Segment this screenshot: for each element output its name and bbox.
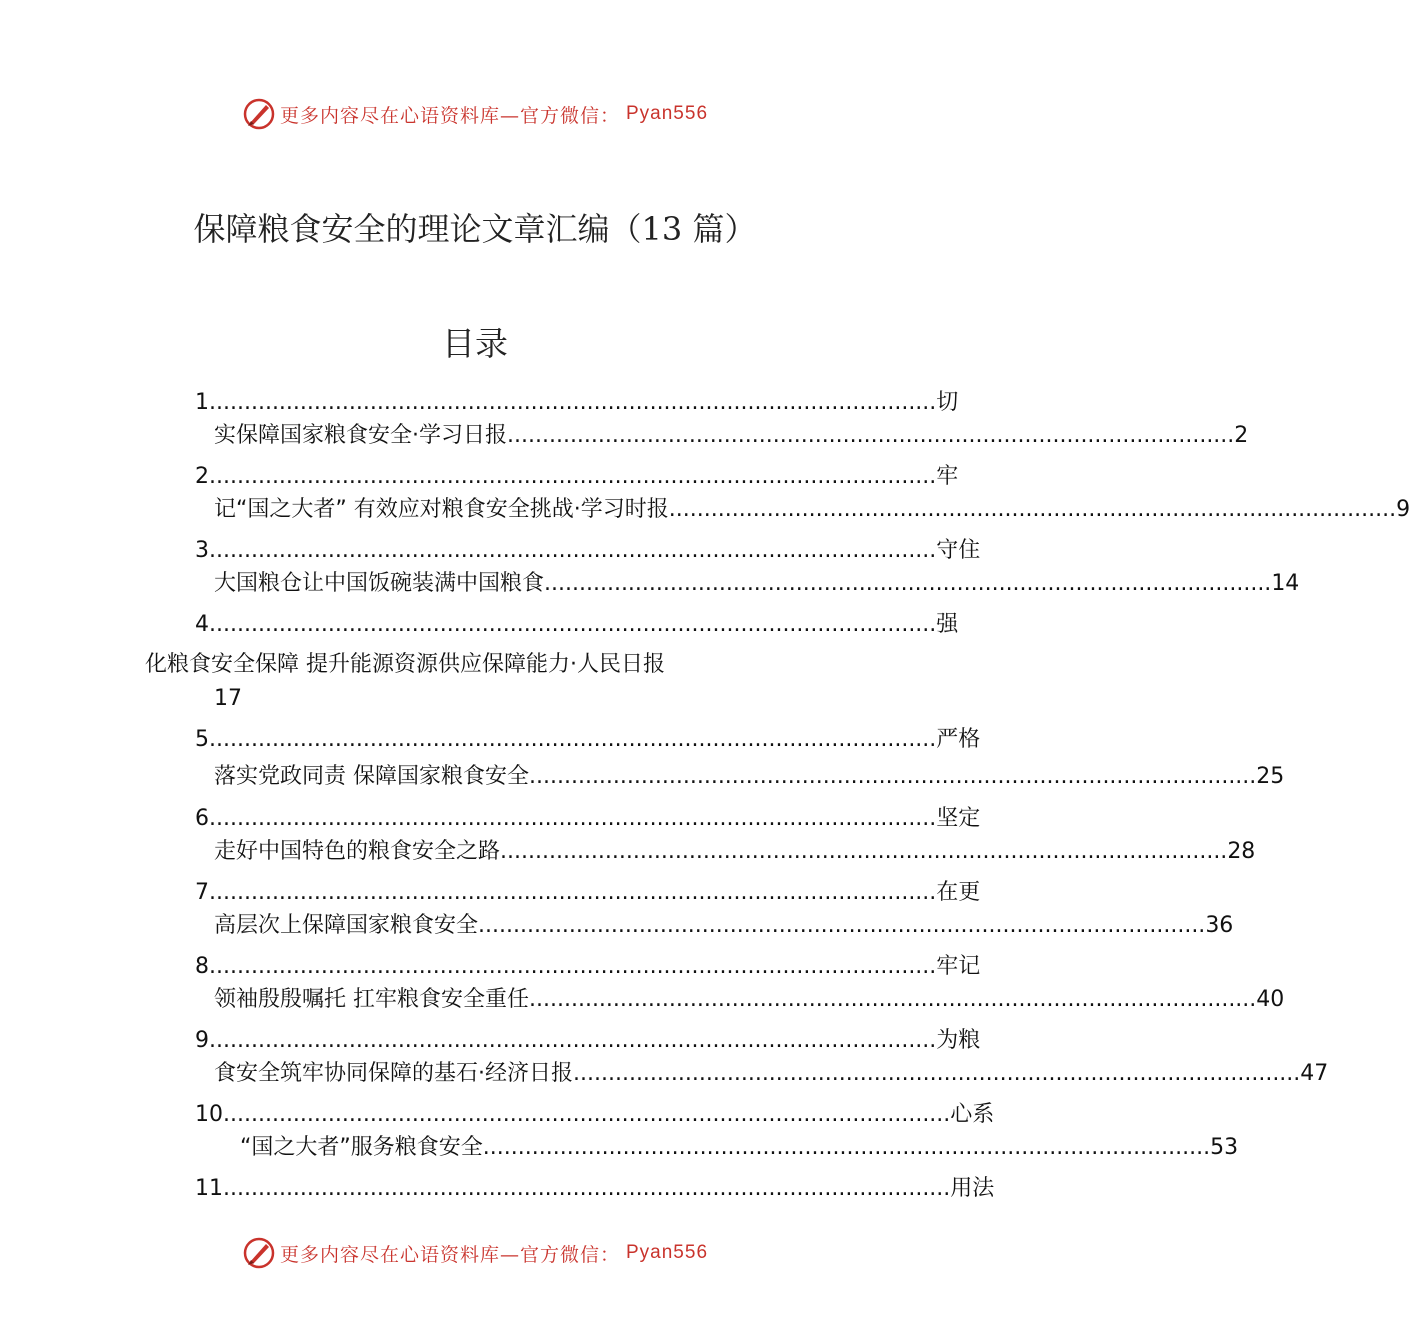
toc-leader-dots: ........................................................................................................ bbox=[209, 727, 937, 752]
toc-leader-dots: ........................................................................................................ bbox=[482, 1135, 1211, 1160]
pen-seal-icon bbox=[242, 97, 276, 131]
watermark-text: 更多内容尽在心语资料库—官方微信： bbox=[279, 1243, 620, 1266]
toc-entry-8-line2[interactable] bbox=[214, 985, 1285, 1015]
toc-title-start: 坚定 bbox=[936, 806, 981, 831]
toc-number: 6 bbox=[195, 806, 209, 831]
toc-leader-dots: ........................................................................................................ bbox=[529, 764, 1257, 789]
toc-entry-5-line2[interactable] bbox=[214, 762, 1285, 792]
toc-page-number: 25 bbox=[1256, 764, 1285, 789]
toc-leader-dots: ........................................................................................................ bbox=[209, 538, 937, 563]
toc-number: 5 bbox=[195, 727, 209, 752]
toc-leader-dots: ........................................................................................................ bbox=[209, 806, 937, 831]
toc-number: 2 bbox=[195, 464, 209, 489]
toc-page-number: 17 bbox=[214, 686, 242, 711]
toc-page-number: 53 bbox=[1210, 1135, 1239, 1160]
toc-page-number: 40 bbox=[1256, 987, 1285, 1012]
toc-title-rest: 领袖殷殷嘱托 扛牢粮食安全重任 bbox=[214, 987, 529, 1012]
toc-leader-dots: ........................................................................................................ bbox=[209, 880, 937, 905]
toc-title-rest: 记“国之大者” 有效应对粮食安全挑战·学习时报 bbox=[214, 497, 669, 522]
toc-title-rest: 落实党政同责 保障国家粮食安全 bbox=[214, 764, 529, 789]
toc-entry-9-line1[interactable] bbox=[195, 1026, 981, 1056]
toc-leader-dots: ........................................................................................................ bbox=[209, 464, 937, 489]
toc-entry-8-line1[interactable] bbox=[195, 952, 981, 982]
toc-page-number: 2 bbox=[1234, 423, 1249, 448]
toc-entry-11-line1[interactable] bbox=[195, 1174, 995, 1204]
toc-leader-dots: ........................................................................................................ bbox=[209, 954, 937, 979]
toc-page-number: 36 bbox=[1205, 913, 1234, 938]
toc-number: 7 bbox=[195, 880, 209, 905]
toc-leader-dots: ........................................................................................................ bbox=[223, 1176, 951, 1201]
toc-entry-6-line2[interactable] bbox=[214, 837, 1256, 867]
toc-number: 9 bbox=[195, 1028, 209, 1053]
toc-number: 4 bbox=[195, 612, 209, 637]
toc-number: 11 bbox=[195, 1176, 223, 1201]
toc-page-number: 28 bbox=[1227, 839, 1256, 864]
toc-title-start: 严格 bbox=[936, 727, 981, 752]
toc-leader-dots: ........................................................................................................ bbox=[478, 913, 1206, 938]
toc-number: 1 bbox=[195, 390, 209, 415]
toc-title-rest: 走好中国特色的粮食安全之路 bbox=[214, 839, 501, 864]
toc-leader-dots: ........................................................................................................ bbox=[668, 497, 1397, 522]
toc-entry-4-line1[interactable] bbox=[195, 610, 959, 640]
watermark-header bbox=[0, 94, 950, 134]
toc-entry-9-line2[interactable] bbox=[214, 1059, 1329, 1089]
toc-title-rest: 实保障国家粮食安全·学习日报 bbox=[214, 423, 507, 448]
pen-seal-icon bbox=[242, 1236, 276, 1270]
toc-heading: 目录 bbox=[442, 324, 508, 363]
toc-entry-10-line1[interactable] bbox=[195, 1100, 995, 1130]
toc-entry-5-line1[interactable] bbox=[195, 725, 981, 755]
toc-title-start: 牢记 bbox=[936, 954, 981, 979]
toc-title-start: 用法 bbox=[950, 1176, 995, 1201]
toc-entry-2-line2[interactable] bbox=[214, 495, 1410, 525]
toc-leader-dots: ........................................................................................................ bbox=[500, 839, 1228, 864]
toc-number: 3 bbox=[195, 538, 209, 563]
toc-entry-10-line2[interactable] bbox=[240, 1133, 1239, 1163]
toc-title-start: 切 bbox=[936, 390, 959, 415]
watermark-footer bbox=[0, 1233, 950, 1273]
toc-title-start: 牢 bbox=[936, 464, 959, 489]
toc-title-start: 守住 bbox=[936, 538, 981, 563]
toc-title-rest: 高层次上保障国家粮食安全 bbox=[214, 913, 479, 938]
toc-leader-dots: ........................................................................................................ bbox=[573, 1061, 1301, 1086]
toc-leader-dots: ........................................................................................................ bbox=[529, 987, 1257, 1012]
toc-entry-7-line1[interactable] bbox=[195, 878, 981, 908]
toc-page-number: 9 bbox=[1396, 497, 1410, 522]
toc-entry-1-line2[interactable] bbox=[214, 421, 1249, 451]
toc-number: 10 bbox=[195, 1102, 223, 1127]
toc-title-start: 为粮 bbox=[936, 1028, 981, 1053]
toc-title-rest: “国之大者”服务粮食安全 bbox=[240, 1135, 483, 1160]
toc-title-rest: 化粮食安全保障 提升能源资源供应保障能力·人民日报 bbox=[145, 652, 665, 677]
toc-entry-7-line2[interactable] bbox=[214, 911, 1234, 941]
toc-leader-dots: ........................................................................................................ bbox=[507, 423, 1235, 448]
toc-page-number: 47 bbox=[1300, 1061, 1329, 1086]
toc-number: 8 bbox=[195, 954, 209, 979]
toc-page-number: 14 bbox=[1271, 571, 1300, 596]
toc-entry-4-line3[interactable] bbox=[214, 684, 314, 714]
toc-leader-dots: ........................................................................................................ bbox=[209, 612, 937, 637]
toc-entry-2-line1[interactable] bbox=[195, 462, 959, 492]
watermark-wechat-id: Pyan556 bbox=[626, 103, 709, 124]
toc-title-start: 强 bbox=[936, 612, 959, 637]
toc-entry-6-line1[interactable] bbox=[195, 804, 981, 834]
watermark-wechat-id: Pyan556 bbox=[626, 1242, 709, 1263]
watermark-text: 更多内容尽在心语资料库—官方微信： bbox=[279, 104, 620, 127]
toc-entry-1-line1[interactable] bbox=[195, 388, 959, 418]
toc-leader-dots: ........................................................................................................ bbox=[544, 571, 1272, 596]
toc-entry-4-line2[interactable] bbox=[145, 650, 845, 680]
toc-entry-3-line2[interactable] bbox=[214, 569, 1300, 599]
toc-title-rest: 大国粮仓让中国饭碗装满中国粮食 bbox=[214, 571, 545, 596]
toc-leader-dots: ........................................................................................................ bbox=[209, 1028, 937, 1053]
document-title: 保障粮食安全的理论文章汇编（13 篇） bbox=[193, 210, 757, 248]
toc-entry-3-line1[interactable] bbox=[195, 536, 981, 566]
toc-leader-dots: ........................................................................................................ bbox=[209, 390, 937, 415]
toc-title-start: 心系 bbox=[950, 1102, 995, 1127]
toc-title-rest: 食安全筑牢协同保障的基石·经济日报 bbox=[214, 1061, 573, 1086]
toc-leader-dots: ........................................................................................................ bbox=[223, 1102, 951, 1127]
toc-title-start: 在更 bbox=[936, 880, 981, 905]
